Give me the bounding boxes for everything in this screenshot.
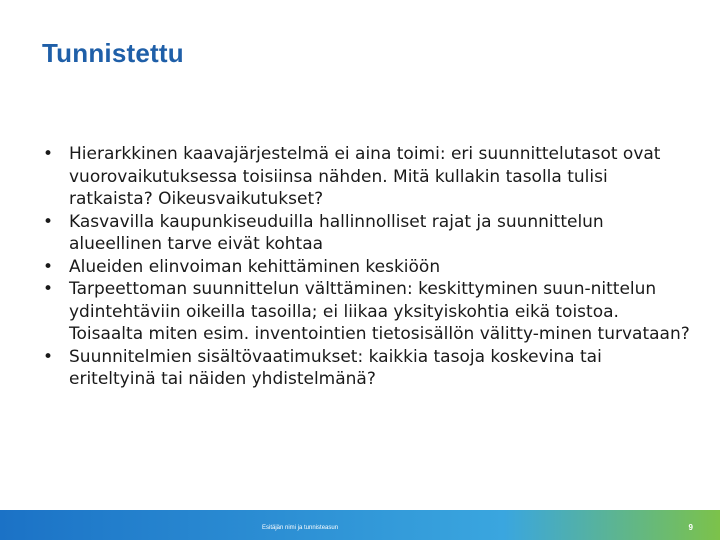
slide-title: Tunnistettu	[42, 38, 184, 68]
bullet-text: Suunnitelmien sisältövaatimukset: kaikkia tasoja koskevina tai eriteltyinä tai näiden yhdistelmänä?	[69, 346, 602, 389]
bullet-item	[42, 346, 692, 391]
bullet-dot-icon: •	[43, 211, 54, 232]
footer-bar	[0, 510, 720, 540]
bullet-item	[42, 256, 692, 279]
bullet-text: Alueiden elinvoiman kehittäminen keskiöön	[69, 256, 441, 277]
bullet-item	[42, 278, 692, 346]
bullet-text: Tarpeettoman suunnittelun välttäminen: keskittyminen suun-nittelun ydintehtäviin oikeilla tasoilla; ei liikaa yksityiskohtia eikä toistoa. Toisaalta miten esim. inventointien tietosisällön välitty-minen turvataan?	[69, 279, 690, 344]
bullet-item	[42, 143, 692, 211]
bullet-item	[42, 211, 692, 256]
page-number: 9	[688, 523, 693, 532]
bullet-dot-icon: •	[43, 144, 54, 164]
bullet-dot-icon: •	[43, 346, 54, 367]
bullet-dot-icon: •	[43, 279, 54, 299]
bullet-dot-icon: •	[43, 256, 54, 277]
bullet-list	[42, 143, 692, 391]
bullet-text: Kasvavilla kaupunkiseuduilla hallinnolliset rajat ja suunnittelun alueellinen tarve eivät kohtaa	[69, 211, 604, 254]
footer-text: Esitäjän nimi ja tunnisteasun	[262, 525, 339, 531]
bullet-text: Hierarkkinen kaavajärjestelmä ei aina toimi: eri suunnittelutasot ovat vuorovaikutuksessa toisiinsa nähden. Mitä kullakin tasolla tulisi ratkaista? Oikeusvaikutukset?	[69, 144, 661, 209]
